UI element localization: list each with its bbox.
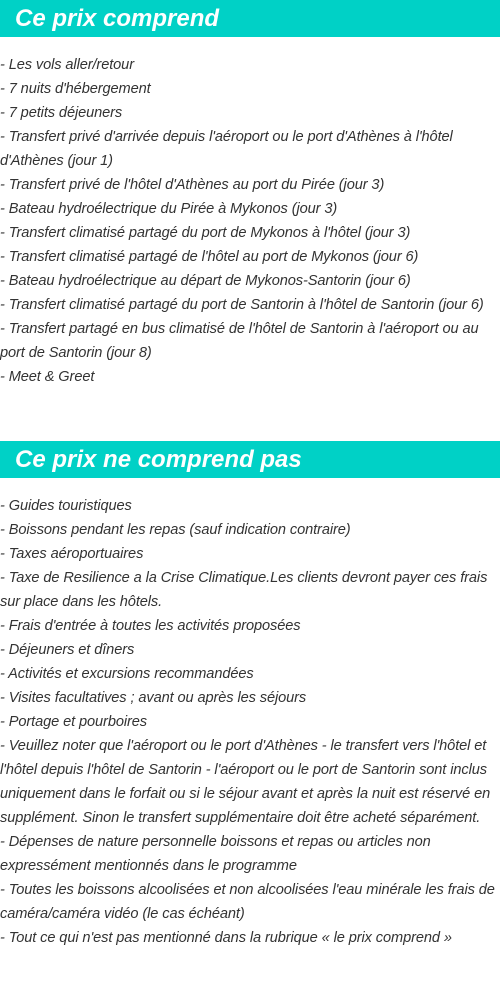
includes-item: - Transfert privé d'arrivée depuis l'aéroport ou le port d'Athènes à l'hôtel d'Athènes (jour 1) bbox=[0, 129, 453, 169]
excludes-section-title: Ce prix ne comprend pas bbox=[0, 441, 500, 478]
includes-item: - Transfert partagé en bus climatisé de l'hôtel de Santorin à l'aéroport ou au port de Santorin (jour 8) bbox=[0, 321, 479, 361]
includes-item: - Bateau hydroélectrique du Pirée à Mykonos (jour 3) bbox=[0, 201, 338, 217]
excludes-item: - Taxes aéroportuaires bbox=[0, 546, 144, 562]
includes-list bbox=[0, 37, 500, 389]
excludes-item: - Tout ce qui n'est pas mentionné dans la rubrique « le prix comprend » bbox=[0, 930, 452, 946]
excludes-item: - Taxe de Resilience a la Crise Climatique.Les clients devront payer ces frais sur place dans les hôtels. bbox=[0, 570, 488, 610]
excludes-item: - Dépenses de nature personnelle boissons et repas ou articles non expressément mentionnés dans le programme bbox=[0, 834, 431, 874]
excludes-list bbox=[0, 478, 500, 950]
excludes-item: - Toutes les boissons alcoolisées et non alcoolisées l'eau minérale les frais de caméra/caméra vidéo (le cas échéant) bbox=[0, 882, 495, 922]
excludes-item: - Boissons pendant les repas (sauf indication contraire) bbox=[0, 522, 351, 538]
excludes-item: - Portage et pourboires bbox=[0, 714, 147, 730]
includes-section-title: Ce prix comprend bbox=[0, 0, 500, 37]
section-spacer bbox=[0, 389, 500, 441]
includes-item: - Les vols aller/retour bbox=[0, 57, 134, 73]
includes-item: - 7 nuits d'hébergement bbox=[0, 81, 151, 97]
includes-item: - Transfert climatisé partagé du port de Mykonos à l'hôtel (jour 3) bbox=[0, 225, 411, 241]
includes-item: - Transfert climatisé partagé de l'hôtel au port de Mykonos (jour 6) bbox=[0, 249, 419, 265]
excludes-item: - Déjeuners et dîners bbox=[0, 642, 135, 658]
includes-item: - Transfert climatisé partagé du port de Santorin à l'hôtel de Santorin (jour 6) bbox=[0, 297, 484, 313]
excludes-item: - Activités et excursions recommandées bbox=[0, 666, 254, 682]
excludes-item: - Guides touristiques bbox=[0, 498, 132, 514]
includes-item: - Transfert privé de l'hôtel d'Athènes au port du Pirée (jour 3) bbox=[0, 177, 385, 193]
includes-item: - Bateau hydroélectrique au départ de Mykonos-Santorin (jour 6) bbox=[0, 273, 411, 289]
excludes-item: - Visites facultatives ; avant ou après les séjours bbox=[0, 690, 307, 706]
includes-item: - 7 petits déjeuners bbox=[0, 105, 123, 121]
excludes-item: - Veuillez noter que l'aéroport ou le port d'Athènes - le transfert vers l'hôtel et l'hôtel depuis l'hôtel de Santorin - l'aéroport ou le port de Santorin sont inclus uniquement dans le forfait ou si le séjour avant et après la nuit est réservé en supplément. Sinon le transfert supplémentaire doit être acheté séparément. bbox=[0, 738, 491, 826]
excludes-item: - Frais d'entrée à toutes les activités proposées bbox=[0, 618, 301, 634]
includes-item: - Meet & Greet bbox=[0, 369, 95, 385]
